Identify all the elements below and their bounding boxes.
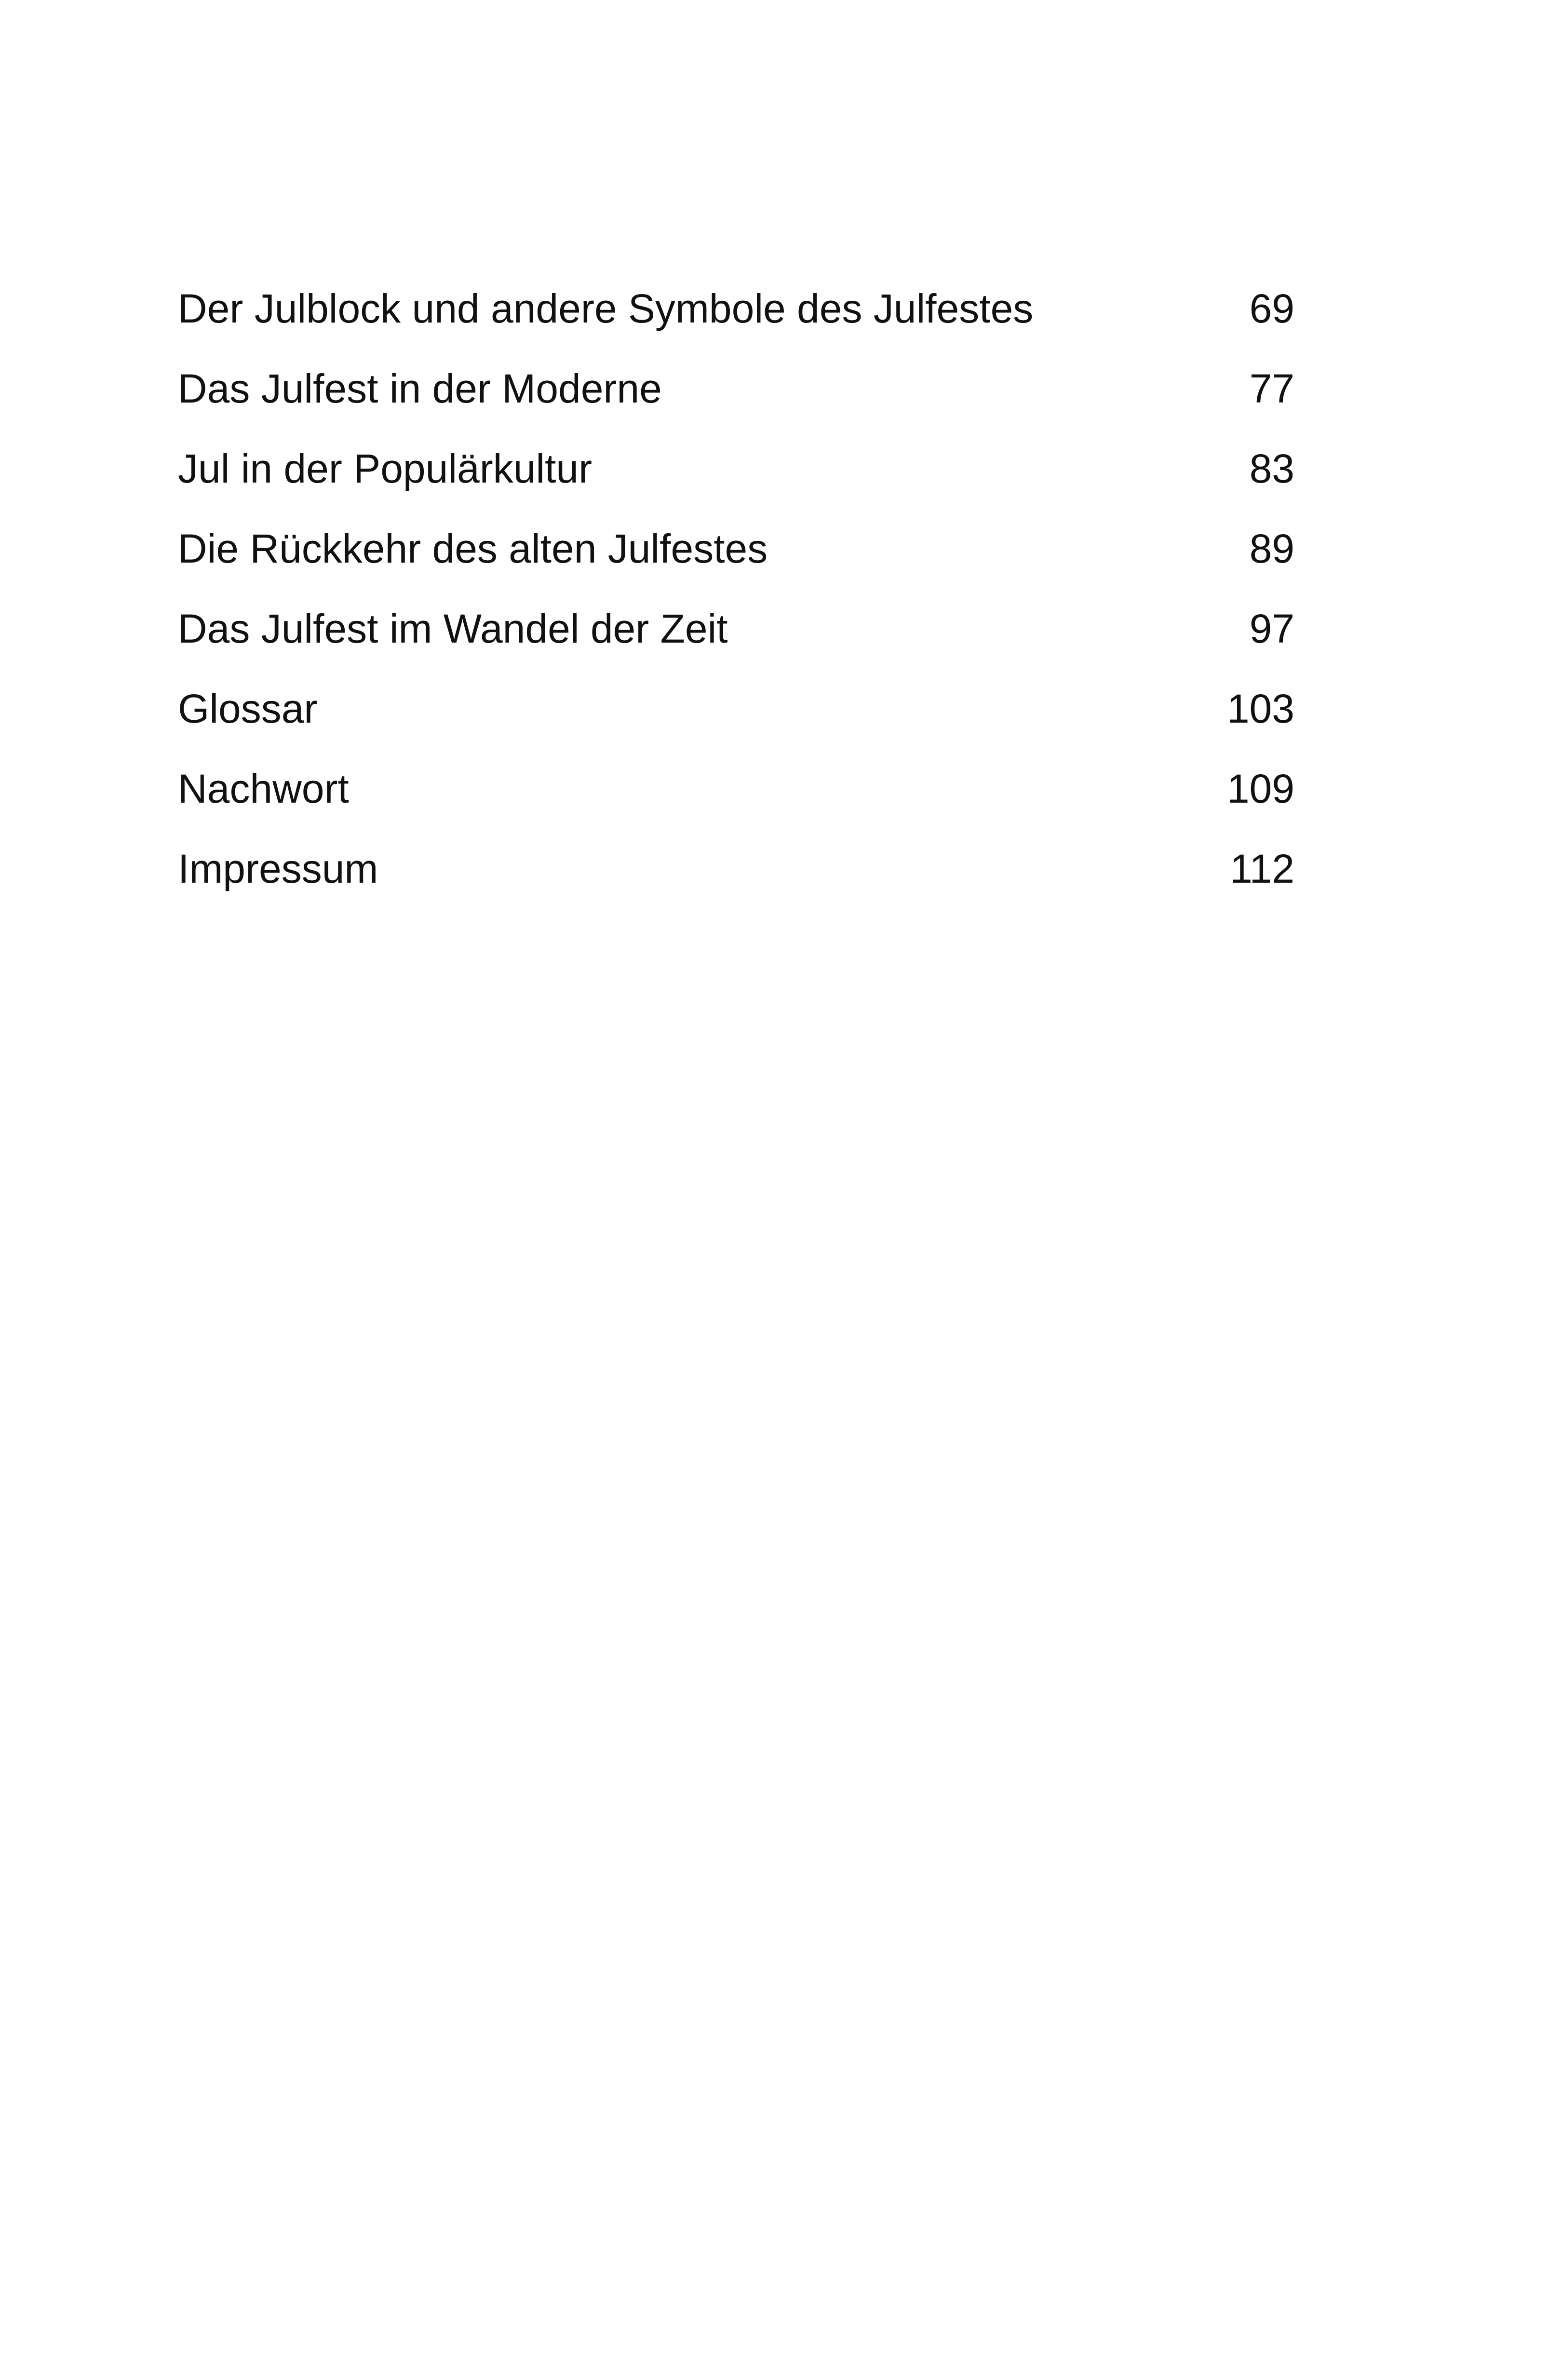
toc-entry-page: 69	[1249, 286, 1294, 331]
toc-entry	[178, 357, 1294, 437]
toc-entry-title: Das Julfest in der Moderne	[178, 366, 662, 411]
table-of-contents	[178, 277, 1294, 917]
toc-entry	[178, 677, 1294, 757]
toc-entry-title: Glossar	[178, 686, 318, 731]
toc-entry-page: 89	[1249, 526, 1294, 571]
toc-entry-page: 83	[1249, 446, 1294, 491]
toc-entry-page: 109	[1226, 766, 1294, 811]
toc-entry-page: 77	[1249, 366, 1294, 411]
toc-entry-page: 97	[1249, 606, 1294, 651]
toc-entry-page: 112	[1230, 846, 1294, 891]
toc-entry	[178, 837, 1294, 917]
toc-entry-page: 103	[1226, 686, 1294, 731]
toc-entry	[178, 517, 1294, 597]
toc-entry-title: Jul in der Populärkultur	[178, 446, 593, 491]
toc-entry	[178, 757, 1294, 837]
toc-entry-title: Nachwort	[178, 766, 349, 811]
toc-entry	[178, 597, 1294, 677]
toc-entry-title: Das Julfest im Wandel der Zeit	[178, 606, 728, 651]
toc-entry	[178, 277, 1294, 357]
toc-entry-title: Der Julblock und andere Symbole des Julfestes	[178, 286, 1034, 331]
toc-entry-title: Impressum	[178, 846, 378, 891]
toc-entry	[178, 437, 1294, 517]
toc-entry-title: Die Rückkehr des alten Julfestes	[178, 526, 768, 571]
